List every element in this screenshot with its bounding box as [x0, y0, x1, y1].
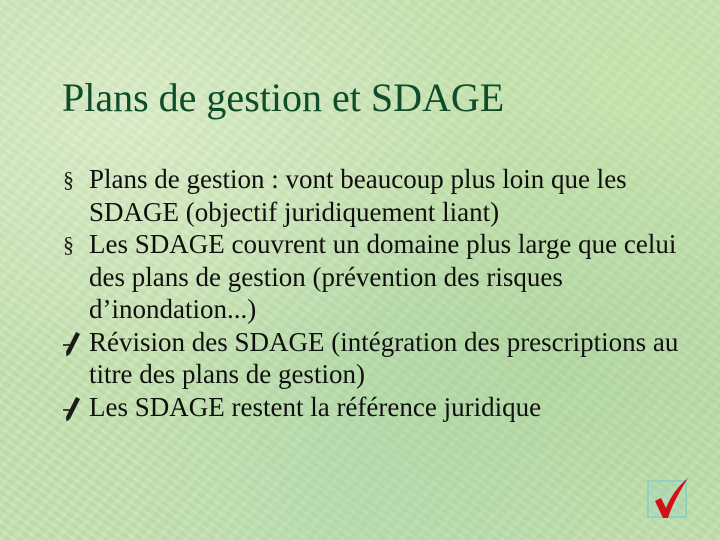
bullet-text-3: Révision des SDAGE (intégration des prescriptions au titre des plans de gestion) — [89, 326, 679, 389]
bullet-list — [62, 163, 702, 423]
bullet-item-2 — [62, 228, 702, 326]
square-bullet-icon: § — [63, 232, 74, 257]
bullet-text-1: Plans de gestion : vont beaucoup plus loin que les SDAGE (objectif juridiquement liant) — [89, 164, 627, 227]
bullet-item-3 — [62, 326, 702, 391]
bullet-item-1 — [62, 163, 702, 228]
pen-bullet-icon — [61, 394, 83, 422]
red-check-mark-icon — [646, 478, 690, 520]
pen-bullet-icon — [61, 329, 83, 357]
bullet-item-4 — [62, 391, 702, 424]
bullet-text-4: Les SDAGE restent la référence juridique — [89, 391, 542, 422]
slide-title: Plans de gestion et SDAGE — [62, 75, 505, 120]
square-bullet-icon: § — [63, 167, 74, 192]
bullet-text-2: Les SDAGE couvrent un domaine plus large que celui des plans de gestion (prévention des risques d’inondation...) — [89, 229, 677, 324]
